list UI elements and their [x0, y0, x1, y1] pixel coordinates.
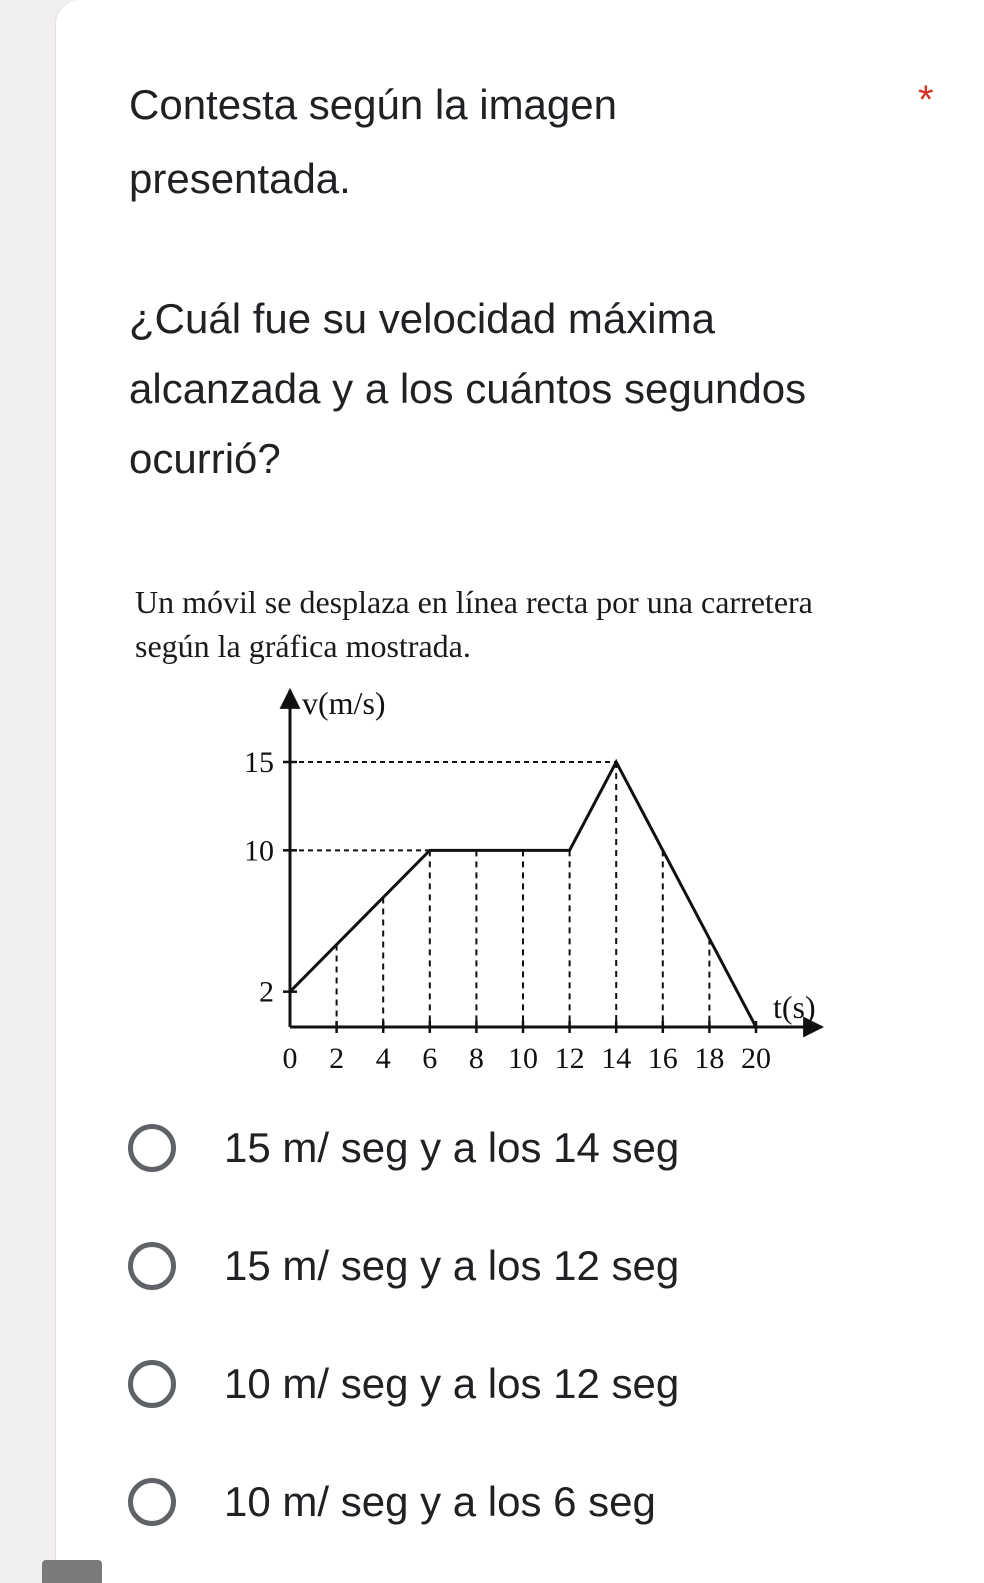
x-tick-label-14: 14	[601, 1042, 632, 1075]
option-1-label: 15 m/ seg y a los 14 seg	[224, 1124, 680, 1171]
x-axis-label: t(s)	[773, 989, 816, 1025]
figure-caption-line-1: Un móvil se desplaza en línea recta por una carretera	[135, 584, 813, 620]
question-subtitle-line-3: ocurrió?	[129, 435, 281, 482]
option-2-label: 15 m/ seg y a los 12 seg	[224, 1242, 680, 1289]
x-tick-label-16: 16	[647, 1042, 678, 1075]
option-3-label: 10 m/ seg y a los 12 seg	[224, 1360, 680, 1407]
x-tick-label-8: 8	[468, 1042, 484, 1075]
option-4[interactable]	[128, 1467, 888, 1537]
radio-icon[interactable]	[128, 1242, 176, 1290]
x-tick-label-20: 20	[741, 1042, 771, 1075]
y-axis-label: v(m/s)	[302, 685, 386, 721]
y-tick-label-2: 2	[259, 975, 274, 1009]
x-tick-label-12: 12	[554, 1042, 585, 1075]
figure-caption-line-2: según la gráfica mostrada.	[135, 628, 471, 664]
y-tick-label-10: 10	[244, 834, 274, 868]
x-tick-label-0: 0	[282, 1042, 298, 1075]
question-title-line-2: presentada.	[129, 155, 351, 202]
scroll-handle	[42, 1560, 102, 1583]
option-2[interactable]	[128, 1231, 888, 1301]
x-tick-label-6: 6	[422, 1042, 438, 1075]
x-tick-label-4: 4	[375, 1042, 391, 1075]
radio-icon[interactable]	[128, 1478, 176, 1526]
option-1[interactable]	[128, 1113, 888, 1183]
x-tick-label-2: 2	[329, 1042, 345, 1075]
x-tick-label-18: 18	[694, 1042, 725, 1075]
question-title-line-1: Contesta según la imagen	[129, 81, 617, 128]
question-subtitle-line-1: ¿Cuál fue su velocidad máxima	[129, 295, 715, 342]
required-mark: *	[918, 78, 934, 122]
question-subtitle-line-2: alcanzada y a los cuántos segundos	[129, 365, 807, 412]
x-tick-label-10: 10	[508, 1042, 538, 1075]
radio-icon[interactable]	[128, 1124, 176, 1172]
radio-icon[interactable]	[128, 1360, 176, 1408]
option-4-label: 10 m/ seg y a los 6 seg	[224, 1478, 656, 1525]
y-tick-label-15: 15	[244, 746, 274, 779]
option-3[interactable]	[128, 1349, 888, 1419]
